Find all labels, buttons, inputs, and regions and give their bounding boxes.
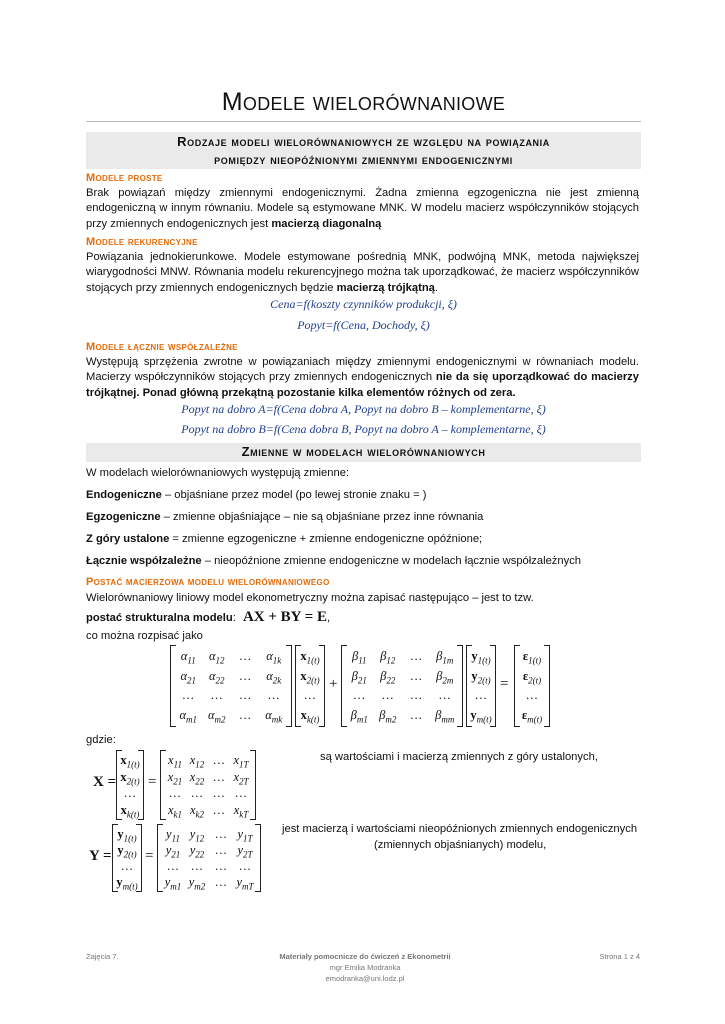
zmienne-term: Z góry ustalone <box>86 533 170 545</box>
matrix-cell: $y_{m(t)}$ <box>470 707 492 724</box>
matrix-cell: $y_{21}$ <box>165 843 181 860</box>
matrix-cell: $x_{1(t)}$ <box>120 753 140 770</box>
matrix-cell: $\varepsilon_{1(t)}$ <box>522 649 542 666</box>
matrix-cell: $\varepsilon_{2(t)}$ <box>522 668 542 685</box>
matrix-cell: … <box>215 827 227 841</box>
page-title <box>86 88 641 122</box>
colon: : <box>232 612 236 624</box>
equals-sign: = <box>145 848 154 864</box>
x-matrix <box>160 750 256 820</box>
formula-popyt: Popyt=f(Cena, Dochody, ξ) <box>297 318 430 332</box>
paragraph-bold: nie da się uporządkować do macierzy trójkątnej. Ponad główną przekątną pozostanie kilka elementów różnych od zera. <box>86 371 640 399</box>
matrix-cell: … <box>213 802 225 817</box>
zmienne-item <box>86 510 483 525</box>
y-description-line1: jest macierzą i wartościami nieopóźnionych zmiennych endogenicznych <box>282 823 638 835</box>
section-header-line2: pomiędzy nieopóźnionymi zmiennymi endogenicznymi <box>214 152 513 167</box>
matrix-cell: $y_{1(t)}$ <box>117 827 137 844</box>
matrix-cell: $x_{2(t)}$ <box>120 769 140 786</box>
matrix-cell: … <box>410 688 422 702</box>
zmienne-term: Endogeniczne <box>86 489 162 501</box>
matrix-cell: … <box>211 688 223 702</box>
y-matrix <box>157 824 261 892</box>
section-header-rodzaje <box>86 132 641 169</box>
formula-cena: Cena=f(koszty czynników produkcji, ξ) <box>270 297 457 311</box>
macierzowa-line2 <box>86 610 330 626</box>
formula-popyt-b: Popyt na dobro B=f(Cena dobra B, Popyt na dobro A – komplementarne, ξ) <box>181 422 546 436</box>
y-matrix-label: Y = <box>89 848 112 864</box>
comma: , <box>326 612 331 624</box>
matrix-cell: … <box>121 859 133 873</box>
footer-center-email: emodranka@uni.lodz.pl <box>325 974 405 983</box>
matrix-cell: … <box>124 786 136 800</box>
zmienne-desc: – objaśniane przez model (po lewej stronie znaku = ) <box>161 489 427 501</box>
section-header-line1: Zmienne w modelach wielorównaniowych <box>241 444 486 459</box>
matrix-cell: … <box>167 859 179 873</box>
zmienne-item <box>86 532 482 547</box>
section-header-zmienne <box>86 443 641 462</box>
gdzie-label: gdzie: <box>86 734 116 746</box>
matrix-cell: $x_{k1}$ <box>167 802 183 819</box>
matrix-cell: $x_{k(t)}$ <box>300 707 320 724</box>
matrix-cell: $\beta_{22}$ <box>380 668 396 685</box>
footer-center-author: mgr Emilia Modranka <box>329 963 401 972</box>
matrix-cell: … <box>235 786 247 800</box>
zmienne-item <box>86 554 581 569</box>
paragraph-rekurencyjne <box>86 250 639 296</box>
y-vector <box>466 645 496 727</box>
matrix-cell: $\beta_{m1}$ <box>350 707 368 724</box>
subheading-wspolzalezne <box>86 341 238 353</box>
matrix-cell: … <box>213 753 225 767</box>
matrix-cell: $x_{k(t)}$ <box>120 802 140 819</box>
subheading-text: Modele rekurencyjne <box>86 236 198 248</box>
zmienne-desc: = zmienne egzogeniczne + zmienne endogeniczne opóźnione; <box>169 533 483 545</box>
matrix-cell: … <box>215 875 227 889</box>
alpha-matrix <box>170 645 292 727</box>
matrix-cell: … <box>213 786 225 800</box>
matrix-cell: … <box>353 688 365 702</box>
page-title-text: Modele wielorównaniowe <box>221 88 506 116</box>
matrix-cell: $y_{m(t)}$ <box>116 875 138 892</box>
epsilon-vector <box>514 645 550 727</box>
paragraph-bold: macierzą diagonalną <box>271 217 382 230</box>
matrix-cell: … <box>213 769 225 784</box>
matrix-cell: $\alpha_{2k}$ <box>266 668 282 685</box>
formula-popyt-a: Popyt na dobro A=f(Cena dobra A, Popyt na dobro B – komplementarne, ξ) <box>181 402 546 416</box>
matrix-cell: … <box>410 707 422 722</box>
matrix-cell: $x_{k2}$ <box>189 802 205 819</box>
matrix-cell: $\alpha_{21}$ <box>180 668 197 685</box>
paragraph-wspolzalezne <box>86 355 639 401</box>
macierzowa-line1: Wielorównaniowy liniowy model ekonometryczny można zapisać następująco – jest to tzw. <box>86 592 534 604</box>
subheading-macierzowa <box>86 576 330 588</box>
x-vector <box>295 645 325 727</box>
matrix-cell: … <box>239 859 251 873</box>
matrix-cell: $\beta_{11}$ <box>351 649 367 666</box>
matrix-cell: $x_{1(t)}$ <box>300 649 320 666</box>
structural-form-label: postać strukturalna modelu <box>86 612 233 624</box>
subheading-text: Modele łącznie współzależne <box>86 341 238 353</box>
matrix-cell: … <box>239 649 251 663</box>
matrix-cell: $\beta_{m2}$ <box>379 707 397 724</box>
matrix-cell: … <box>191 786 203 800</box>
paragraph-proste <box>86 186 639 232</box>
matrix-cell: $\alpha_{1k}$ <box>266 649 282 666</box>
matrix-cell: $y_{1T}$ <box>237 827 253 844</box>
y-definition-vector <box>112 824 142 892</box>
matrix-cell: … <box>169 786 181 800</box>
structural-equation: AX + BY = E <box>242 609 327 625</box>
matrix-cell: … <box>304 688 316 702</box>
plus-sign: + <box>329 676 338 692</box>
matrix-cell: … <box>410 668 422 683</box>
matrix-cell: $y_{11}$ <box>166 827 180 844</box>
matrix-cell: $y_{12}$ <box>189 827 205 844</box>
macierzowa-line3: co można rozpisać jako <box>86 630 203 642</box>
zmienne-desc: – zmienne objaśniające – nie są objaśniane przez inne równania <box>160 511 484 523</box>
matrix-cell: … <box>239 707 251 722</box>
matrix-cell: $\alpha_{mk}$ <box>265 707 283 724</box>
paragraph-end: . <box>434 281 438 294</box>
matrix-cell: … <box>191 859 203 873</box>
matrix-cell: … <box>439 688 451 702</box>
matrix-cell: $y_{22}$ <box>189 843 205 860</box>
matrix-cell: … <box>215 843 227 857</box>
footer-center-title: Materiały pomocnicze do ćwiczeń z Ekonometrii <box>279 952 451 961</box>
zmienne-term: Łącznie współzależne <box>86 555 202 567</box>
matrix-cell: $\alpha_{12}$ <box>208 649 225 666</box>
matrix-cell: $x_{21}$ <box>167 769 183 786</box>
matrix-cell: $\beta_{mm}$ <box>435 707 455 724</box>
subheading-proste <box>86 172 163 184</box>
matrix-cell: $\varepsilon_{m(t)}$ <box>521 707 543 724</box>
matrix-cell: $y_{1(t)}$ <box>471 649 491 666</box>
matrix-cell: … <box>268 688 280 702</box>
matrix-cell: … <box>215 859 227 873</box>
zmienne-intro: W modelach wielorównaniowych występują zmienne: <box>86 467 350 479</box>
equals-sign: = <box>148 774 157 790</box>
subheading-text: Modele proste <box>86 172 163 184</box>
x-matrix-label: X = <box>93 774 117 790</box>
matrix-cell: $\beta_{12}$ <box>380 649 396 666</box>
matrix-cell: … <box>382 688 394 702</box>
matrix-cell: … <box>475 688 487 702</box>
matrix-cell: $\beta_{1m}$ <box>436 649 454 666</box>
matrix-cell: $\beta_{21}$ <box>351 668 367 685</box>
matrix-cell: $x_{kT}$ <box>233 802 249 819</box>
matrix-cell: $\beta_{2m}$ <box>436 668 454 685</box>
paragraph-text: Powiązania jednokierunkowe. Modele estymowane pośrednią MNK, podwójną MNK, metoda największej wiarygodności MNW. Równania modelu rekurencyjnego można tak uporządkować, że macierz współczynników stojących przy zmiennych endogenicznych będzie <box>86 251 639 294</box>
matrix-cell: $y_{m2}$ <box>188 875 206 892</box>
matrix-cell: $x_{12}$ <box>189 753 205 770</box>
matrix-cell: $x_{11}$ <box>168 753 182 770</box>
matrix-cell: … <box>182 688 194 702</box>
footer-left: Zajęcia 7. <box>86 952 119 961</box>
matrix-cell: $\alpha_{m1}$ <box>179 707 198 724</box>
matrix-cell: $x_{1T}$ <box>233 753 249 770</box>
matrix-cell: … <box>410 649 422 663</box>
matrix-cell: $x_{22}$ <box>189 769 205 786</box>
subheading-rekurencyjne <box>86 236 198 248</box>
matrix-cell: $y_{2(t)}$ <box>471 668 491 685</box>
matrix-cell: … <box>239 688 251 702</box>
section-header-line1: Rodzaje modeli wielorównaniowych ze względu na powiązania <box>177 134 550 149</box>
matrix-cell: $\alpha_{11}$ <box>180 649 196 666</box>
paragraph-text: Występują sprzężenia zwrotne w powiązaniach między zmiennymi endogenicznymi w równaniach modelu. Macierzy współczynników stojących przy zmiennych endogenicznych <box>86 356 639 384</box>
x-description: są wartościami i macierzą zmiennych z góry ustalonych, <box>320 751 598 763</box>
x-definition-vector <box>116 750 144 820</box>
matrix-cell: $\alpha_{22}$ <box>208 668 225 685</box>
matrix-cell: $\alpha_{m2}$ <box>207 707 226 724</box>
paragraph-bold: macierzą trójkątną <box>336 281 435 294</box>
matrix-cell: $x_{2T}$ <box>233 769 249 786</box>
matrix-cell: … <box>239 668 251 683</box>
footer-right: Strona 1 z 4 <box>599 952 640 961</box>
zmienne-item <box>86 488 426 503</box>
y-description-line2: (zmiennych objaśnianych) modelu, <box>374 839 547 851</box>
equals-sign: = <box>500 676 509 692</box>
matrix-cell: $y_{mT}$ <box>236 875 254 892</box>
zmienne-term: Egzogeniczne <box>86 511 161 523</box>
matrix-cell: $x_{2(t)}$ <box>300 668 320 685</box>
matrix-cell: $y_{2T}$ <box>237 843 253 860</box>
beta-matrix <box>341 645 463 727</box>
matrix-cell: $y_{m1}$ <box>164 875 182 892</box>
matrix-cell: $y_{2(t)}$ <box>117 843 137 860</box>
matrix-cell: … <box>526 688 538 702</box>
paragraph-text: Brak powiązań między zmiennymi endogenicznymi. Żadna zmienna egzogeniczna nie jest zmienną endogeniczną w innym równaniu. Modele są estymowane MNK. W modelu macierz współczynników stojących przy zmiennych endogenicznych jest <box>86 187 639 230</box>
subheading-text: Postać macierzowa modelu wielorównaniowego <box>86 576 330 588</box>
zmienne-desc: – nieopóźnione zmienne endogeniczne w modelach łącznie współzależnych <box>201 555 582 567</box>
